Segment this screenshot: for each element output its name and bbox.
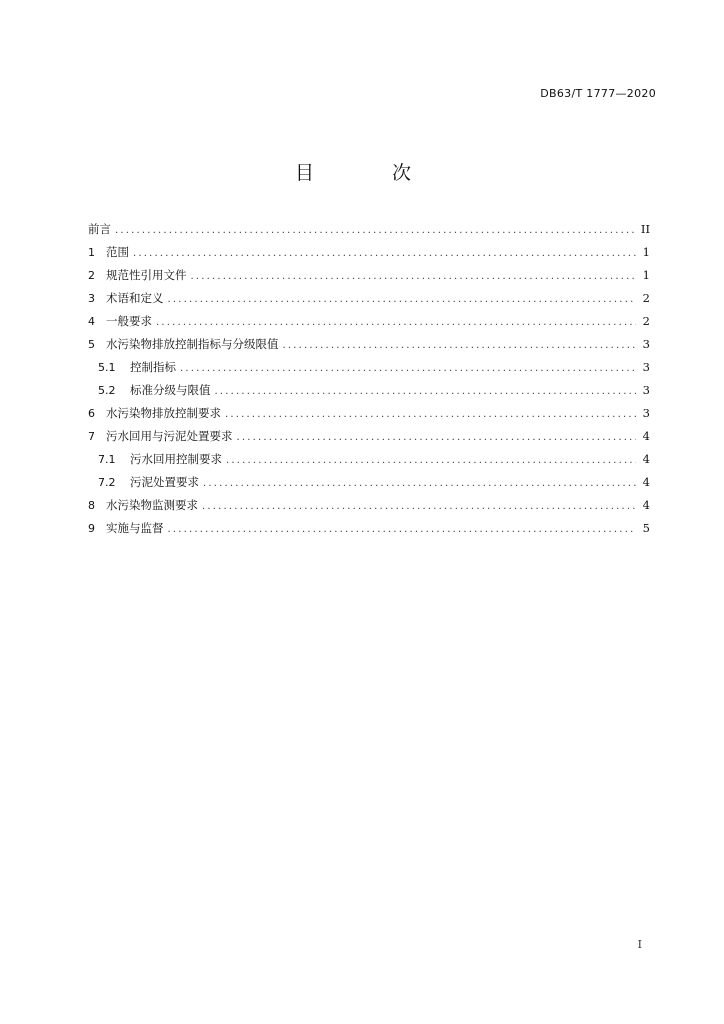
toc-entry-title: 一般要求 xyxy=(106,314,152,328)
toc-entry-title: 水污染物监测要求 xyxy=(106,498,198,512)
toc-entry-number: 5.1 xyxy=(98,361,116,374)
toc-dot-leader xyxy=(156,311,636,334)
toc-dot-leader xyxy=(180,357,636,380)
toc-entry-title: 标准分级与限值 xyxy=(130,383,211,397)
toc-entry-7-2[interactable] xyxy=(88,471,650,494)
toc-entry-page: 2 xyxy=(642,314,650,328)
toc-entry-title: 术语和定义 xyxy=(106,291,164,305)
toc-entry-7-1[interactable] xyxy=(88,448,650,471)
toc-dot-leader xyxy=(168,518,637,541)
toc-dot-leader xyxy=(225,403,636,426)
toc-entry-number: 7.1 xyxy=(98,453,116,466)
toc-entry-number: 8 xyxy=(88,499,95,512)
toc-entry-page: 4 xyxy=(642,475,650,489)
toc-entry-title: 水污染物排放控制要求 xyxy=(106,406,221,420)
toc-entry-5-2[interactable] xyxy=(88,379,650,402)
toc-entry-page: 3 xyxy=(642,337,650,351)
toc-dot-leader xyxy=(226,449,636,472)
toc-entry-8[interactable] xyxy=(88,494,650,517)
toc-entry-page: 4 xyxy=(642,429,650,443)
toc-entry-title: 前言 xyxy=(88,222,111,236)
toc-entry-page: 3 xyxy=(642,360,650,374)
toc-dot-leader xyxy=(191,265,637,288)
toc-entry-number: 9 xyxy=(88,522,95,535)
toc-entry-number: 5 xyxy=(88,338,95,351)
toc-entry-number: 7.2 xyxy=(98,476,116,489)
toc-dot-leader xyxy=(202,495,636,518)
toc-entry-5-1[interactable] xyxy=(88,356,650,379)
toc-entry-number: 1 xyxy=(88,246,95,259)
toc-entry-page: 2 xyxy=(642,291,650,305)
toc-entry-1[interactable] xyxy=(88,241,650,264)
toc-entry-page: 1 xyxy=(642,268,650,282)
toc-entry-number: 4 xyxy=(88,315,95,328)
toc-entry-page: II xyxy=(640,222,650,236)
toc-entry-page: 1 xyxy=(642,245,650,259)
toc-entry-number: 5.2 xyxy=(98,384,116,397)
toc-dot-leader xyxy=(215,380,637,403)
document-code: DB63/T 1777—2020 xyxy=(540,87,656,100)
toc-entry-title: 污泥处置要求 xyxy=(130,475,199,489)
toc-entry-foreword[interactable] xyxy=(88,218,650,241)
toc-title: 目 次 xyxy=(294,162,448,184)
toc-entry-title: 水污染物排放控制指标与分级限值 xyxy=(106,337,279,351)
toc-entry-page: 4 xyxy=(642,498,650,512)
toc-dot-leader xyxy=(168,288,637,311)
toc-entry-number: 2 xyxy=(88,269,95,282)
toc-dot-leader xyxy=(203,472,636,495)
page-number: I xyxy=(637,938,642,951)
toc-dot-leader xyxy=(237,426,637,449)
toc-entry-title: 实施与监督 xyxy=(106,521,164,535)
toc-entry-2[interactable] xyxy=(88,264,650,287)
toc-entry-number: 7 xyxy=(88,430,95,443)
toc-entry-7[interactable] xyxy=(88,425,650,448)
toc-entry-number: 3 xyxy=(88,292,95,305)
toc-entry-page: 5 xyxy=(642,521,650,535)
toc-entry-9[interactable] xyxy=(88,517,650,540)
toc-entry-4[interactable] xyxy=(88,310,650,333)
toc-dot-leader xyxy=(115,219,636,242)
toc-entry-5[interactable] xyxy=(88,333,650,356)
toc-dot-leader xyxy=(133,242,636,265)
toc-entry-title: 污水回用与污泥处置要求 xyxy=(106,429,233,443)
toc-entry-page: 4 xyxy=(642,452,650,466)
table-of-contents xyxy=(88,218,650,540)
toc-entry-page: 3 xyxy=(642,383,650,397)
toc-entry-title: 控制指标 xyxy=(130,360,176,374)
toc-entry-title: 规范性引用文件 xyxy=(106,268,187,282)
toc-entry-6[interactable] xyxy=(88,402,650,425)
toc-entry-title: 污水回用控制要求 xyxy=(130,452,222,466)
toc-entry-page: 3 xyxy=(642,406,650,420)
toc-entry-number: 6 xyxy=(88,407,95,420)
toc-entry-3[interactable] xyxy=(88,287,650,310)
toc-entry-title: 范围 xyxy=(106,245,129,259)
toc-dot-leader xyxy=(283,334,637,357)
